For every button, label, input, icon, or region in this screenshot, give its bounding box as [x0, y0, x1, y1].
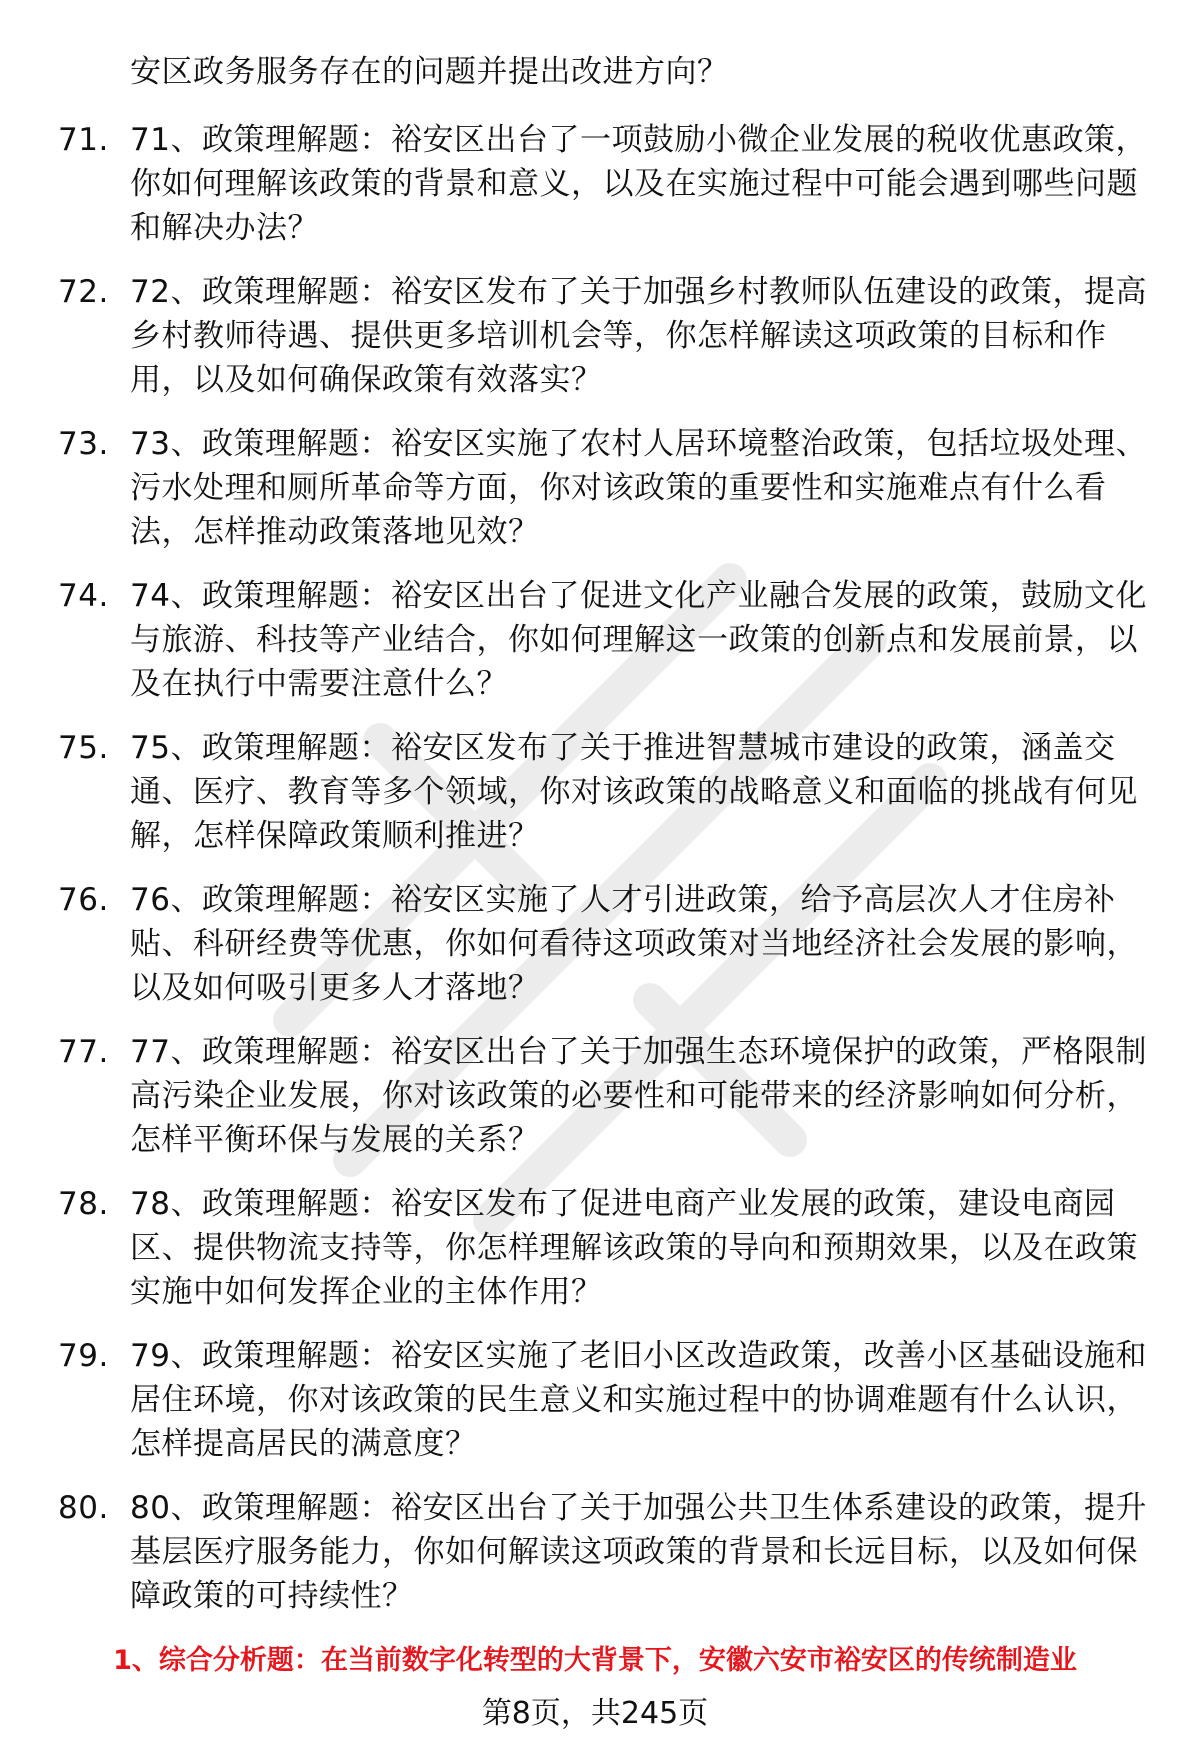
question-number: 72.	[58, 274, 109, 310]
question-text: 71、政策理解题：裕安区出台了一项鼓励小微企业发展的税收优惠政策，你如何理解该政策的背景和意义，以及在实施过程中可能会遇到哪些问题和解决办法？	[130, 122, 1147, 246]
question-item	[58, 1182, 1158, 1314]
question-text: 74、政策理解题：裕安区出台了促进文化产业融合发展的政策，鼓励文化与旅游、科技等产业结合，你如何理解这一政策的创新点和发展前景，以及在执行中需要注意什么？	[130, 578, 1147, 702]
question-item	[58, 118, 1158, 250]
question-item	[58, 1486, 1158, 1618]
question-text: 79、政策理解题：裕安区实施了老旧小区改造政策，改善小区基础设施和居住环境，你对该政策的民生意义和实施过程中的协调难题有什么认识，怎样提高居民的满意度？	[130, 1338, 1147, 1462]
continuation-text: 安区政务服务存在的问题并提出改进方向？	[130, 54, 729, 90]
question-number: 77.	[58, 1034, 109, 1070]
question-number: 79.	[58, 1338, 109, 1374]
page-footer: 第8页，共245页	[481, 1696, 709, 1731]
question-number: 75.	[58, 730, 109, 766]
question-item	[58, 1030, 1158, 1162]
question-list	[58, 118, 1158, 1638]
question-number: 73.	[58, 426, 109, 462]
question-number: 80.	[58, 1490, 109, 1526]
analysis-heading: 1、综合分析题：在当前数字化转型的大背景下，安徽六安市裕安区的传统制造业	[113, 1645, 1077, 1676]
question-item	[58, 422, 1158, 554]
question-text: 80、政策理解题：裕安区出台了关于加强公共卫生体系建设的政策，提升基层医疗服务能力，你如何解读这项政策的背景和长远目标，以及如何保障政策的可持续性？	[130, 1490, 1147, 1614]
question-number: 71.	[58, 122, 109, 158]
question-number: 74.	[58, 578, 109, 614]
question-number: 76.	[58, 882, 109, 918]
question-item	[58, 270, 1158, 402]
question-text: 77、政策理解题：裕安区出台了关于加强生态环境保护的政策，严格限制高污染企业发展，你对该政策的必要性和可能带来的经济影响如何分析，怎样平衡环保与发展的关系？	[130, 1034, 1147, 1158]
question-text: 72、政策理解题：裕安区发布了关于加强乡村教师队伍建设的政策，提高乡村教师待遇、提供更多培训机会等，你怎样解读这项政策的目标和作用，以及如何确保政策有效落实？	[130, 274, 1147, 398]
question-item	[58, 878, 1158, 1010]
question-text: 76、政策理解题：裕安区实施了人才引进政策，给予高层次人才住房补贴、科研经费等优惠，你如何看待这项政策对当地经济社会发展的影响，以及如何吸引更多人才落地？	[130, 882, 1138, 1006]
question-text: 75、政策理解题：裕安区发布了关于推进智慧城市建设的政策，涵盖交通、医疗、教育等多个领域，你对该政策的战略意义和面临的挑战有何见解，怎样保障政策顺利推进？	[130, 730, 1138, 854]
question-number: 78.	[58, 1186, 109, 1222]
question-item	[58, 574, 1158, 706]
question-item	[58, 726, 1158, 858]
question-text: 78、政策理解题：裕安区发布了促进电商产业发展的政策，建设电商园区、提供物流支持等，你怎样理解该政策的导向和预期效果，以及在政策实施中如何发挥企业的主体作用？	[130, 1186, 1138, 1310]
question-text: 73、政策理解题：裕安区实施了农村人居环境整治政策，包括垃圾处理、污水处理和厕所革命等方面，你对该政策的重要性和实施难点有什么看法，怎样推动政策落地见效？	[130, 426, 1147, 550]
question-item	[58, 1334, 1158, 1466]
